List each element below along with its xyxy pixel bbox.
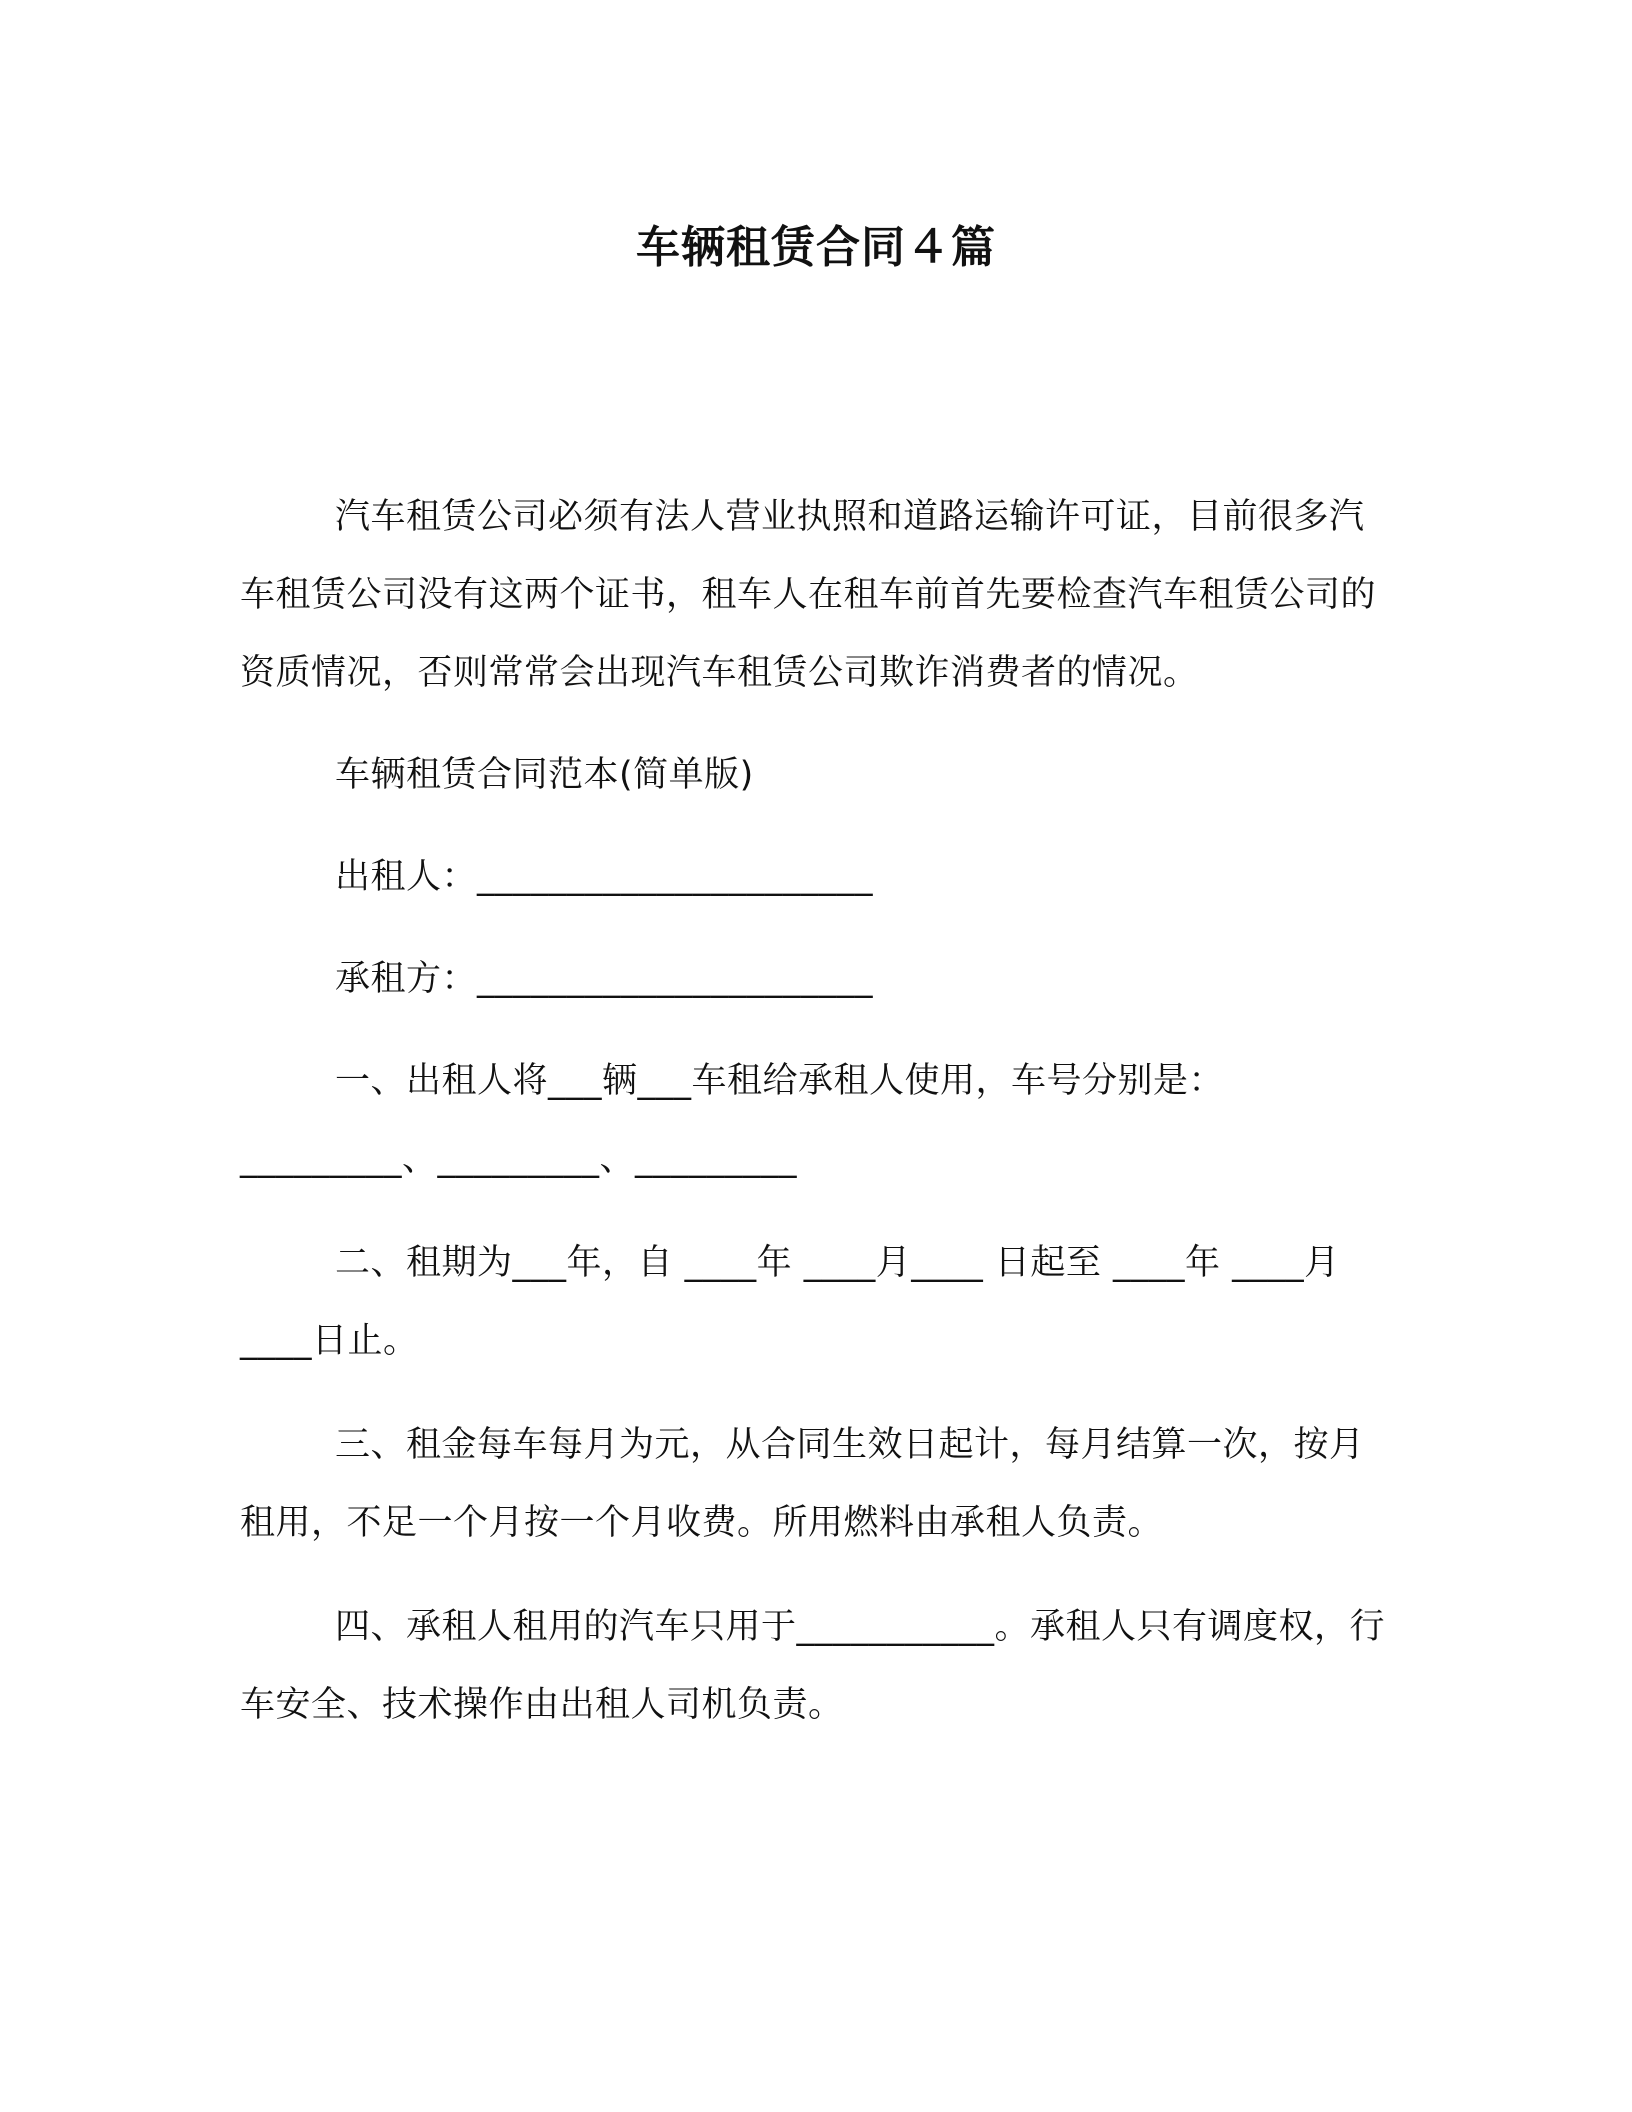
paragraph-clause-1: 一、出租人将___辆___车租给承租人使用，车号分别是：_________、_________、_________ bbox=[240, 1061, 1225, 1179]
paragraph-lessee: 承租方：______________________ bbox=[335, 959, 874, 999]
paragraph-lessor: 出租人：______________________ bbox=[335, 857, 874, 897]
paragraph-clause-2: 二、租期为___年，自 ____年 ____月____ 日起至 ____年 ____月 ____日止。 bbox=[240, 1243, 1340, 1361]
document-title: 车辆租赁合同４篇 bbox=[636, 222, 996, 273]
document-body bbox=[240, 478, 1390, 1744]
paragraph-clause-4: 四、承租人租用的汽车只用于___________。承租人只有调度权，行车安全、技术操作由出租人司机负责。 bbox=[240, 1607, 1386, 1725]
paragraph-template-heading: 车辆租赁合同范本(简单版) bbox=[335, 755, 754, 795]
paragraph-clause-3: 三、租金每车每月为元，从合同生效日起计，每月结算一次，按月租用，不足一个月按一个月收费。所用燃料由承租人负责。 bbox=[240, 1425, 1365, 1543]
paragraph-intro: 汽车租赁公司必须有法人营业执照和道路运输许可证，目前很多汽车租赁公司没有这两个证书，租车人在租车前首先要检查汽车租赁公司的资质情况，否则常常会出现汽车租赁公司欺诈消费者的情况。 bbox=[240, 497, 1377, 693]
